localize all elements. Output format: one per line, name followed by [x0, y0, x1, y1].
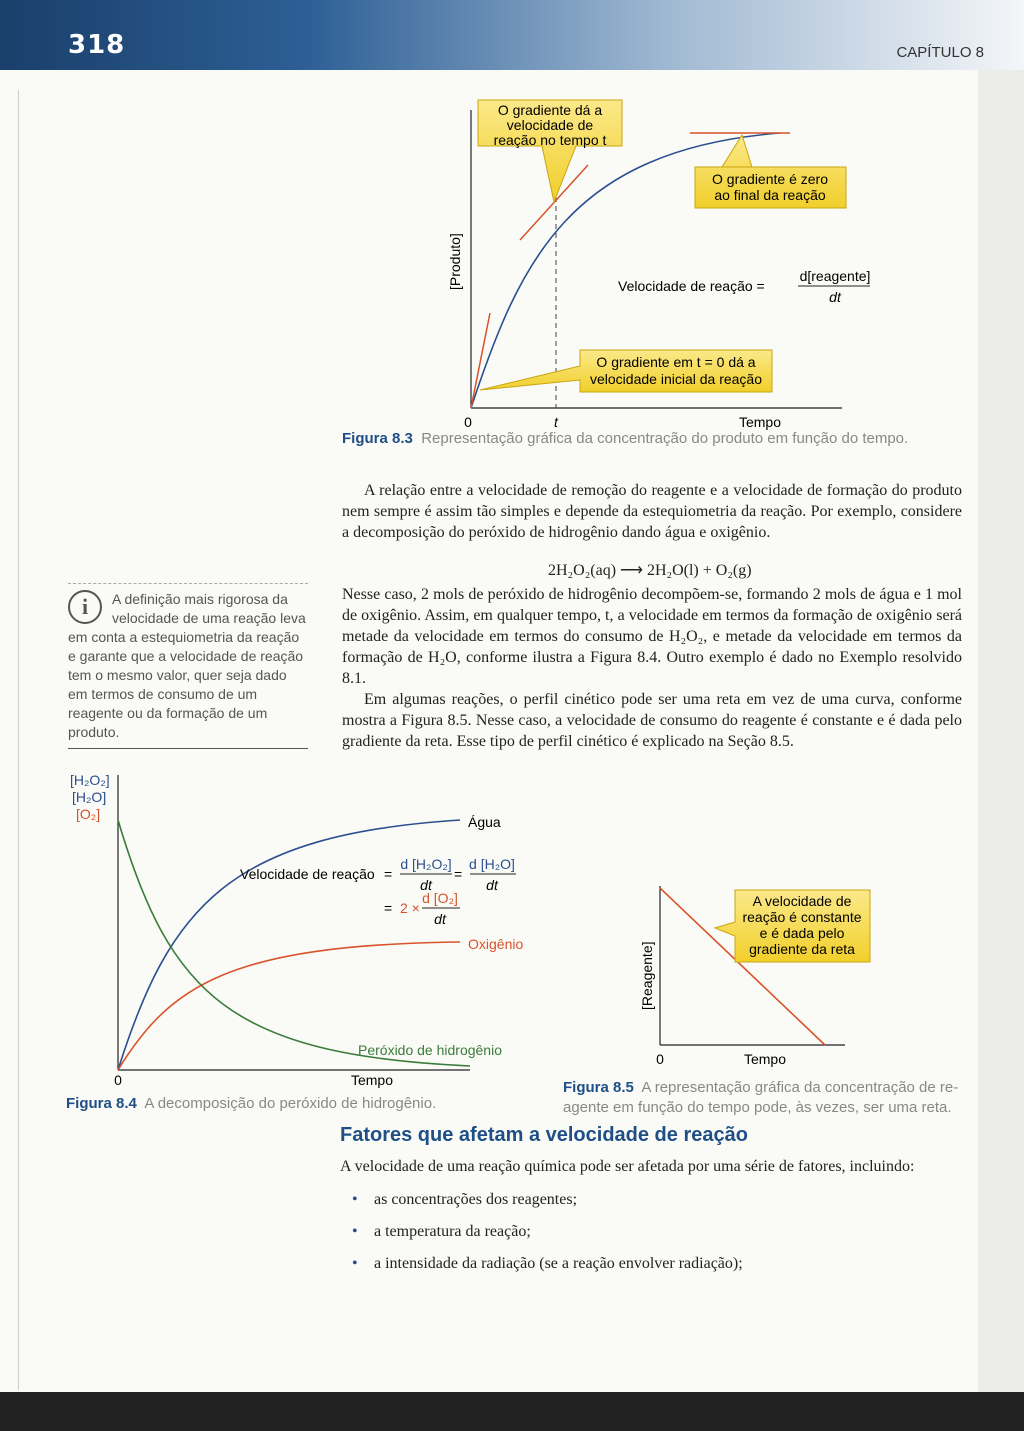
fig83-callout-right-1: O gradiente é zero [712, 171, 828, 187]
fig83-callout-bottom-2: velocidade inicial da reação [590, 371, 762, 387]
sidebar-bottom-rule [68, 748, 308, 749]
paragraph-1-text: A relação entre a velocidade de remoção do reagente e a velocidade de formação do produto nem sempre é assim tão simples e depende da estequiometria da reação. Por exemplo, considere a decomposição do peróxido de hidrogênio dando água e oxigênio. [342, 482, 962, 541]
paragraph-2 [342, 584, 962, 752]
equation: 2H₂O₂(aq) ⟶ 2H₂O(l) + O₂(g) [548, 562, 752, 579]
section-body [340, 1156, 980, 1285]
fig85-ylabel: [Reagente] [639, 941, 655, 1010]
fig84-den1: dt [420, 877, 432, 893]
section-intro: A velocidade de uma reação química pode ser afetada por uma série de fatores, incluindo: [340, 1158, 915, 1175]
fig84-num1: d [H₂O₂] [400, 856, 452, 872]
figure-8-5-caption-num: Figura 8.5 [563, 1079, 634, 1096]
page-bottom-bar [0, 1392, 1024, 1431]
sidebar-note [68, 583, 308, 749]
fig83-rate-label: Velocidade de reação = [618, 278, 765, 294]
fig83-callout-top-1: O gradiente dá a [497, 102, 603, 118]
fig85-callout-3: e é dada pelo [759, 925, 845, 941]
page-number: 318 [68, 30, 126, 60]
chapter-label: CAPÍTULO 8 [896, 44, 984, 61]
fig85-xlabel: Tempo [743, 1051, 787, 1067]
fig84-x-zero: 0 [114, 1072, 122, 1088]
fig84-label-water: Água [468, 814, 501, 830]
section-title: Fatores que afetam a velocidade de reação [340, 1124, 748, 1146]
fig84-label-peroxide: Peróxido de hidrogênio [358, 1042, 502, 1058]
figure-8-4-caption-text: A decomposição do peróxido de hidrogênio. [144, 1095, 437, 1112]
fig83-x-zero: 0 [464, 414, 472, 430]
figure-8-3 [430, 90, 870, 435]
info-icon: i [68, 590, 102, 624]
fig85-callout-4: gradiente da reta [749, 941, 855, 957]
fig83-callout-bottom-1: O gradiente em t = 0 dá a [596, 354, 756, 370]
fig85-callout-2: reação é constante [742, 909, 862, 925]
fig84-num2: d [H₂O] [469, 856, 515, 872]
list-item: • a intensidade da radiação (se a reação envolver radiação); [340, 1253, 980, 1274]
sidebar-top-rule [68, 583, 308, 742]
page-edge [978, 70, 1024, 1392]
fig83-callout-top-3: reação no tempo t [493, 132, 607, 148]
fig84-ylabel-o2: [O₂] [76, 806, 101, 822]
fig84-eq3: = [384, 900, 393, 916]
fig83-xlabel: Tempo [738, 414, 782, 430]
list-item: • as concentrações dos reagentes; [340, 1189, 980, 1210]
margin-line [18, 90, 19, 1390]
paragraph-1 [342, 480, 962, 543]
sidebar-text: A definição mais rigorosa da velocidade de uma reação leva em conta a estequiometria da reação e garante que a velocidade de reação tem o mesmo valor, quer seja dado em termos de consumo de um reagente ou da formação de um produto. [68, 591, 306, 740]
fig83-callout-top-2: velocidade de [506, 117, 594, 133]
fig84-label-oxygen: Oxigênio [468, 936, 524, 952]
fig85-x-zero: 0 [656, 1051, 664, 1067]
figure-8-4-caption-num: Figura 8.4 [66, 1095, 137, 1112]
fig84-ylabel-h2o: [H₂O] [72, 789, 107, 805]
fig84-rate-label: Velocidade de reação [240, 866, 375, 882]
figure-8-5 [630, 880, 880, 1070]
fig85-callout-1: A velocidade de [752, 893, 852, 909]
figure-8-3-caption-num: Figura 8.3 [342, 430, 413, 447]
fig84-den3: dt [434, 911, 446, 927]
fig83-x-t: t [554, 414, 558, 430]
fig84-ylabel-h2o2: [H₂O₂] [70, 772, 110, 788]
factor-list [340, 1189, 980, 1274]
list-item: • a temperatura da reação; [340, 1221, 980, 1242]
paragraph-3-text: Em algumas reações, o perfil cinético pode ser uma reta em vez de uma curva, conforme mostra a Figura 8.5. Nesse caso, a velocidade de consumo do reagente é constante e é dada pelo gradiente da reta. Esse tipo de perfil cinético é explicado na Seção 8.5. [342, 691, 962, 750]
figure-8-3-caption [342, 430, 942, 447]
fig84-eq2: = [454, 866, 463, 882]
fig84-num3: d [O₂] [422, 890, 458, 906]
fig84-den2: dt [486, 877, 498, 893]
figure-8-4 [60, 765, 540, 1095]
figure-8-3-caption-text: Representação gráfica da concentração do produto em função do tempo. [421, 430, 909, 447]
figure-8-5-caption-text-1: A representação gráfica da concentração de re- [641, 1079, 959, 1096]
figure-8-4-caption [66, 1095, 496, 1112]
paragraph-2-text: Nesse caso, 2 mols de peróxido de hidrogênio decompõem-se, formando 2 mols de água e 1 mol de oxigênio. Assim, em qualquer tempo, t, a velocidade em termos da formação de oxigênio será metade da velocidade em termos do consumo de H₂O₂, e metade da velocidade em termos da formação de H₂O, conforme ilustra a Figura 8.4. Outro exemplo é dado no Exemplo resolvido 8.1. [342, 586, 962, 687]
fig83-rate-den: dt [829, 289, 841, 305]
fig84-eq1: = [384, 866, 393, 882]
fig84-xlabel: Tempo [350, 1072, 394, 1088]
figure-8-5-caption [563, 1078, 983, 1118]
fig83-rate-num: d[reagente] [799, 268, 870, 284]
fig83-callout-right-2: ao final da reação [714, 187, 826, 203]
fig83-ylabel: [Produto] [447, 233, 463, 290]
page-header [0, 0, 1024, 70]
figure-8-5-caption-text-2: agente em função do tempo pode, às vezes, ser uma reta. [563, 1099, 952, 1116]
fig84-two-times: 2 × [400, 900, 420, 916]
